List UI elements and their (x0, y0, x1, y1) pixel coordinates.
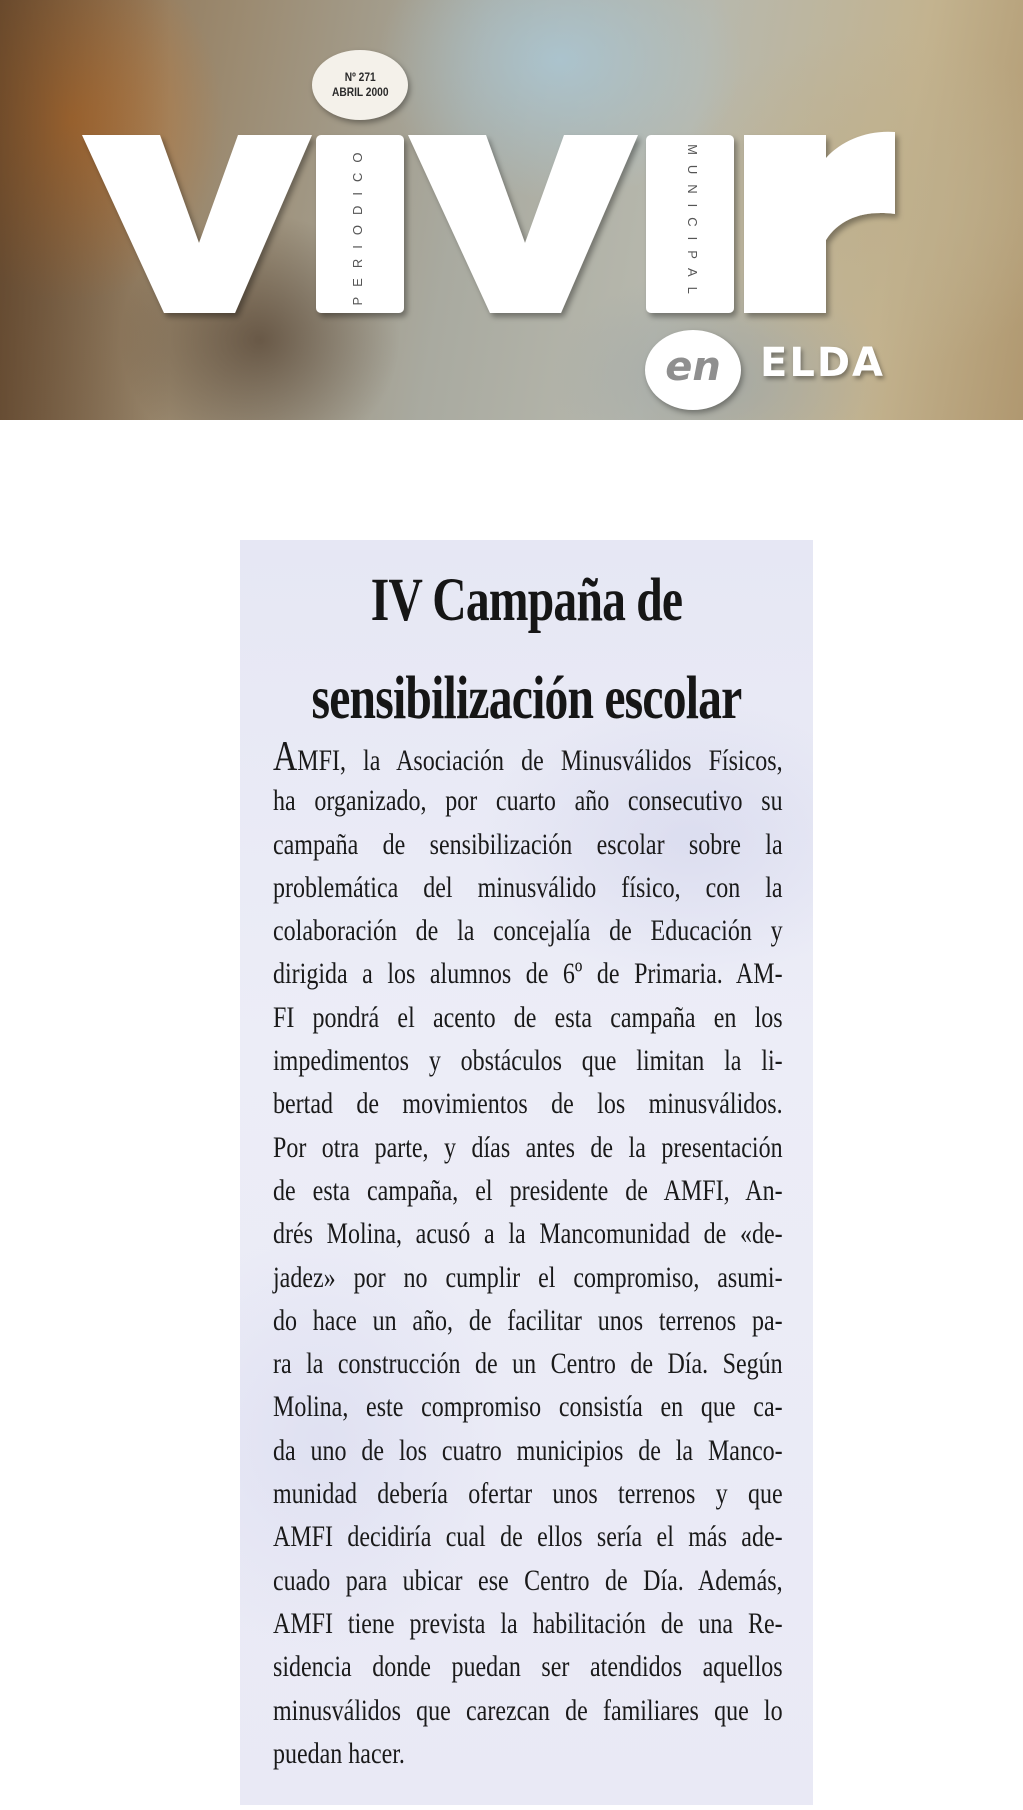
body-line: ha organizado, por cuarto año consecutivo su (273, 784, 783, 818)
logo-letter-v2 (408, 135, 638, 313)
body-line: drés Molina, acusó a la Mancomunidad de «de- (273, 1217, 783, 1251)
body-line: campaña de sensibilización escolar sobre la (273, 827, 783, 861)
body-line: puedan hacer. (273, 1736, 405, 1770)
masthead-banner (0, 0, 1023, 420)
headline-line-1: IV Campaña de (370, 567, 683, 634)
body-line: colaboración de la concejalía de Educación y (273, 914, 783, 948)
body-line: AMFI tiene prevista la habilitación de una Re- (273, 1606, 783, 1640)
body-line: dirigida a los alumnos de 6º de Primaria. AM- (273, 957, 783, 991)
side-word-periodico: PERIODICO (350, 142, 365, 306)
drop-cap: A (273, 734, 298, 780)
body-line: bertad de movimientos de los minusválidos. (273, 1087, 783, 1121)
article-headline (240, 552, 813, 748)
body-line: da uno de los cuatro municipios de la Manco- (273, 1433, 783, 1467)
body-line: AMFI, la Asociación de Minusválidos Físicos, (273, 734, 783, 780)
article-body (273, 736, 783, 1775)
body-line: problemática del minusválido físico, con la (273, 870, 783, 904)
issue-number: Nº 271 (344, 70, 376, 84)
issue-date: ABRIL 2000 (331, 85, 389, 99)
body-line: munidad debería ofertar unos terrenos y que (273, 1477, 783, 1511)
body-line: minusválidos que carezcan de familiares que lo (273, 1693, 783, 1727)
body-line: do hace un año, de facilitar unos terrenos pa- (273, 1303, 783, 1337)
logo-letter-v1 (82, 135, 312, 313)
body-line: cuado para ubicar ese Centro de Día. Además, (273, 1563, 783, 1597)
body-line: de esta campaña, el presidente de AMFI, An- (273, 1173, 783, 1207)
body-line: AMFI decidiría cual de ellos sería el más ade- (273, 1520, 783, 1554)
issue-badge (312, 50, 408, 120)
body-line: Por otra parte, y días antes de la presentación (273, 1130, 783, 1164)
side-word-municipal: MUNICIPAL (685, 144, 700, 304)
body-line: jadez» por no cumplir el compromiso, asumi- (273, 1260, 783, 1294)
body-line: FI pondrá el acento de esta campaña en los (273, 1000, 783, 1034)
city-name: ELDA (760, 340, 885, 386)
body-line: ra la construcción de un Centro de Día. Según (273, 1347, 783, 1381)
body-line: impedimentos y obstáculos que limitan la li- (273, 1044, 783, 1078)
en-label: en (665, 344, 721, 390)
logo-letter-r (744, 132, 895, 313)
article-clipping (240, 540, 813, 1805)
en-badge (645, 330, 741, 410)
body-line: sidencia donde puedan ser atendidos aquellos (273, 1650, 783, 1684)
body-line: Molina, este compromiso consistía en que ca- (273, 1390, 783, 1424)
headline-line-2: sensibilización escolar (311, 665, 742, 732)
